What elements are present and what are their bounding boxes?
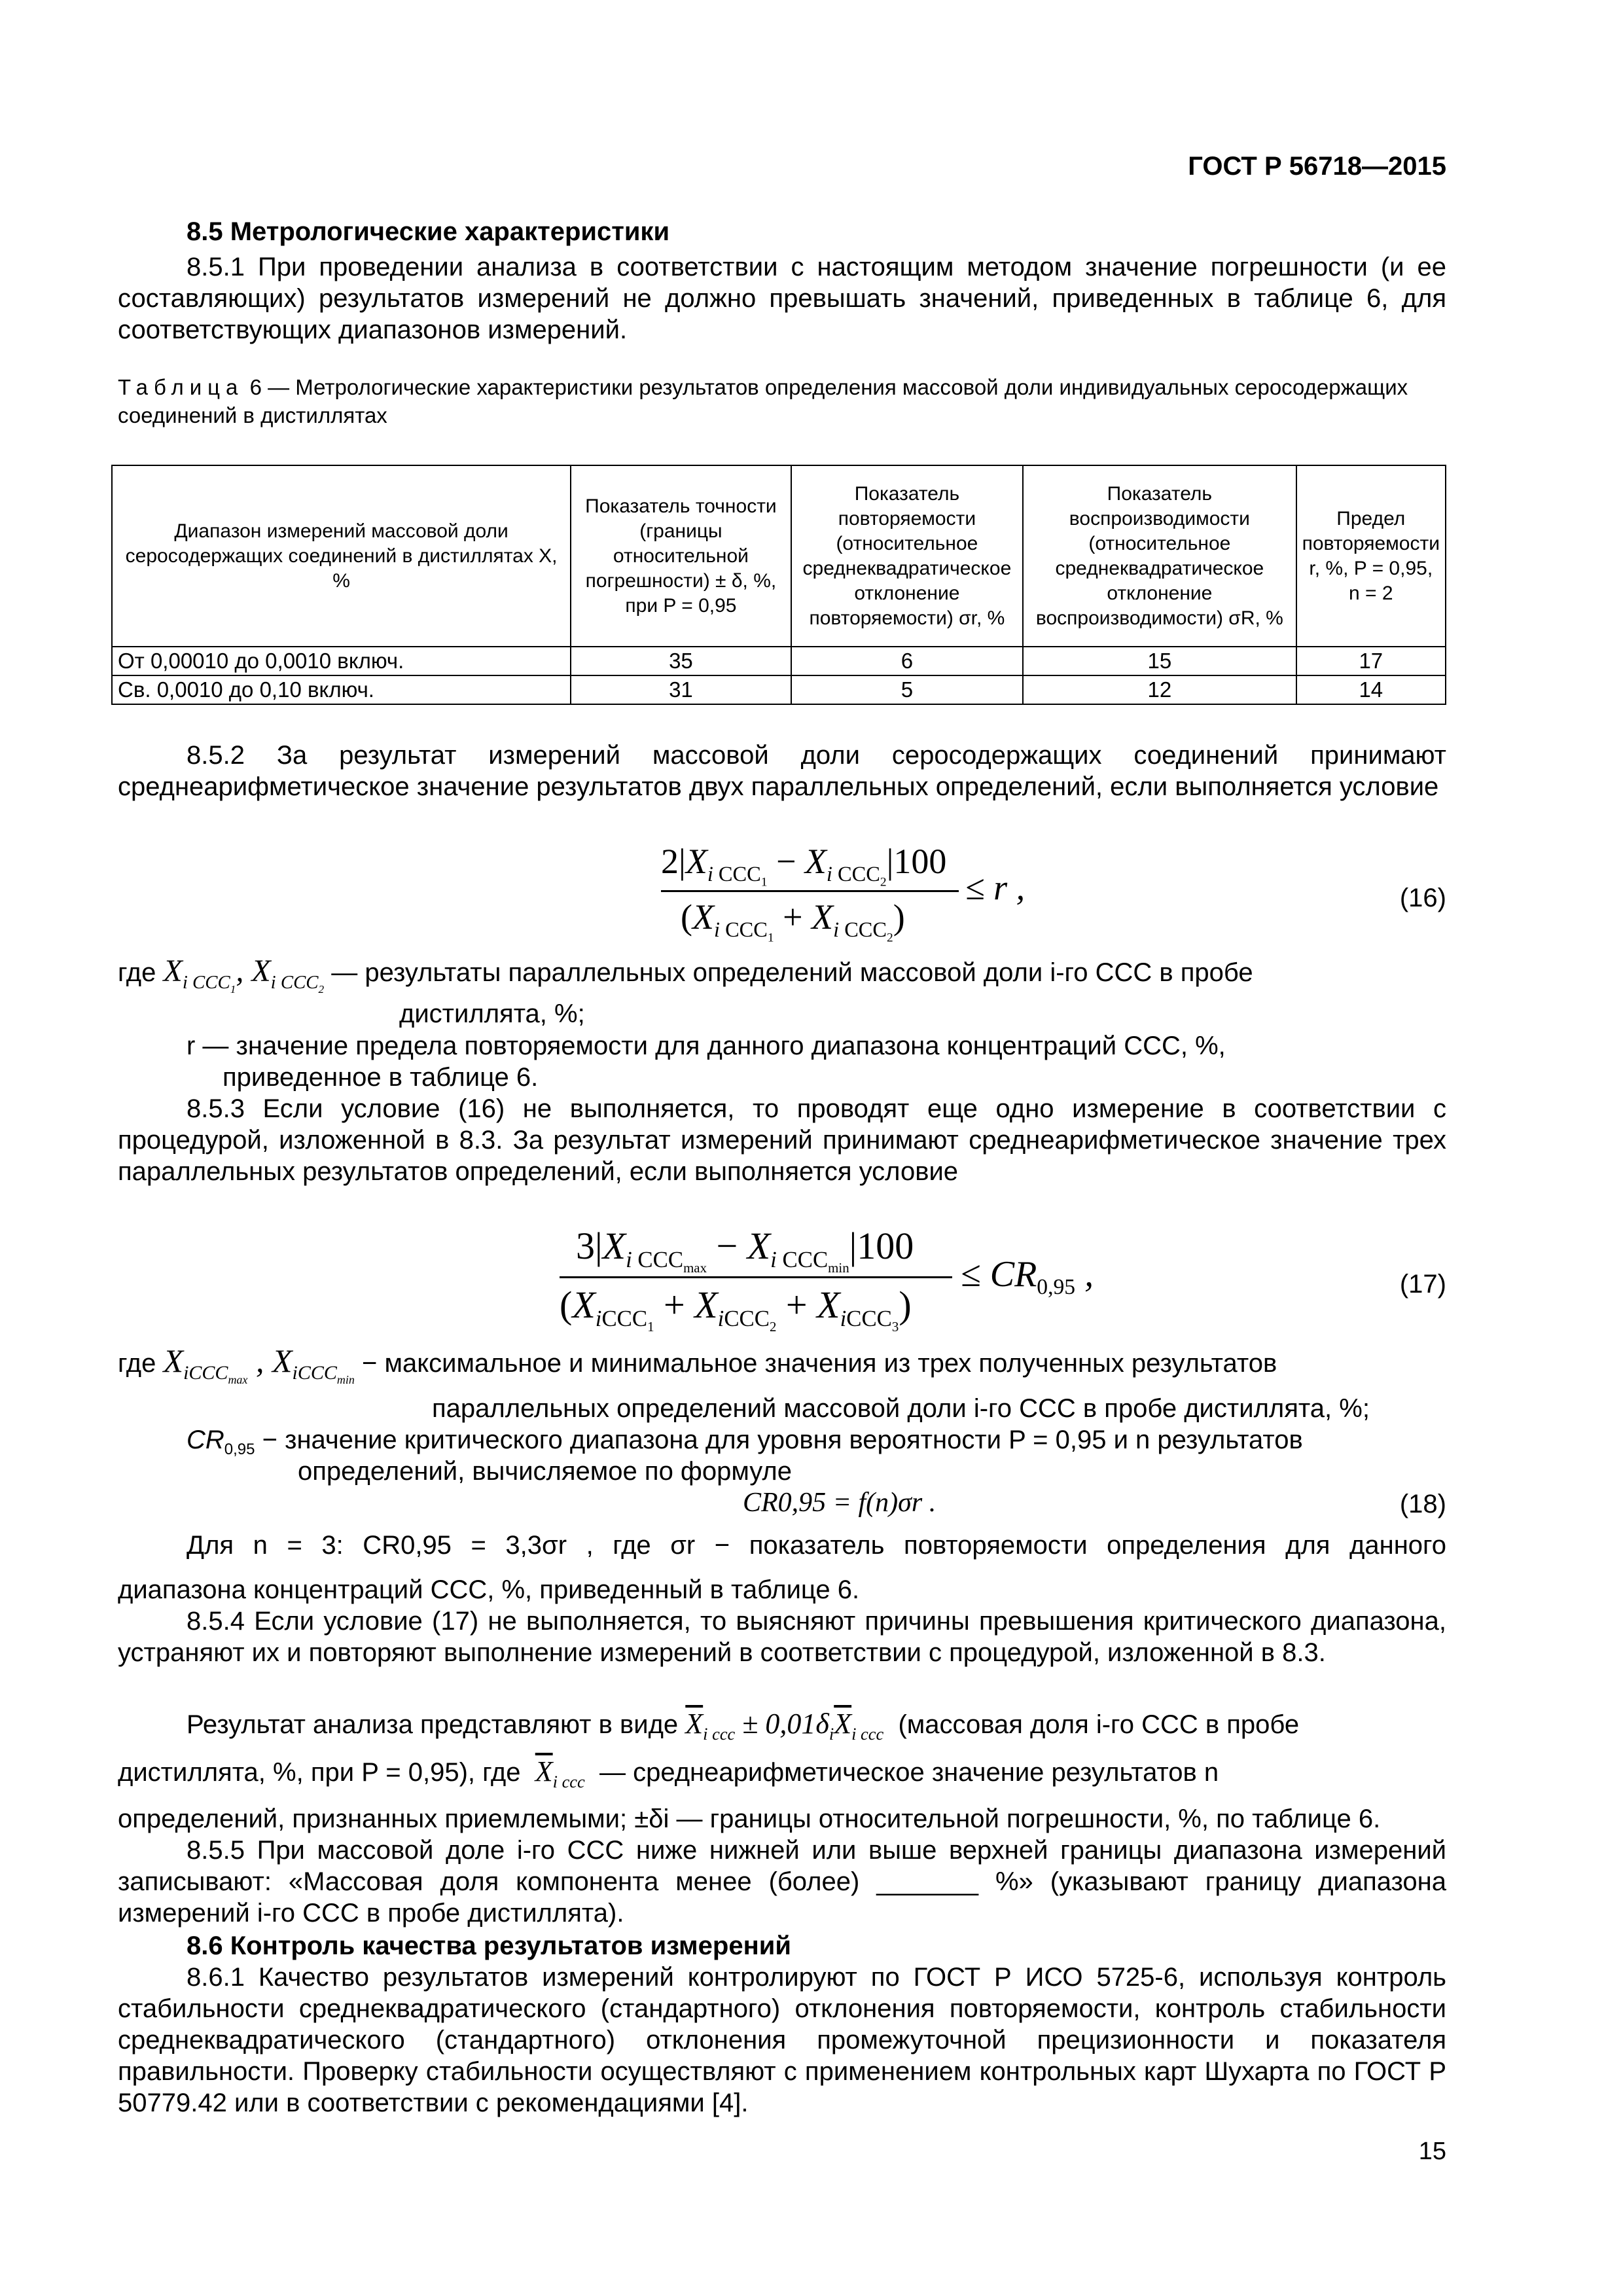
table-cell: 5: [791, 675, 1023, 704]
result-text: дистиллята, %, при P = 0,95), где: [118, 1758, 521, 1787]
result-line3: определений, признанных приемлемыми; ±δi — границы относительной погрешности, %, по таблице 6.: [118, 1804, 1381, 1833]
table-header-cell: Диапазон измерений массовой доли серосодержащих соединений в дистиллятах X, %: [112, 465, 571, 647]
fraction-bar: [560, 1276, 952, 1278]
where-symbols: $X_{i CCC_1}$, $X_{i CCC_2}$: [163, 954, 325, 996]
paragraph-8-6-1: 8.6.1 Качество результатов измерений контролируют по ГОСТ Р ИСО 5725-6, используя контроль стабильности среднеквадратического (стандартного) отклонения повторяемости, контроль стабильности среднеквадратического (стандартного) отклонения промежуточной прецизионности и показателя правильности. Проверку стабильности осуществляют с применением контрольных карт Шухарта по ГОСТ Р 50779.42 или в соответствии с рекомендациями [4].: [118, 1963, 1446, 2117]
cr-description: $CR_{0,95}$ − значение критического диапазона для уровня вероятности P = 0,95 и n результатов: [187, 1426, 1303, 1458]
formula-rhs-sub: 0,95: [1037, 1275, 1076, 1300]
where-description-cont: параллельных определений массовой доли i-го ССС в пробе дистиллята, %;: [432, 1394, 1370, 1423]
result-text: — среднеарифметическое значение результатов n: [599, 1758, 1219, 1787]
section-title-8-5: 8.5 Метрологические характеристики: [187, 217, 670, 246]
formula-rhs: ≤ CR: [961, 1254, 1037, 1295]
paragraph-n3-line2: диапазона концентраций ССС, %, приведенный в таблице 6.: [118, 1575, 860, 1604]
paragraph-8-5-5: 8.5.5 При массовой доле i-го ССС ниже нижней или выше верхней границы диапазона измерений записывают: «Массовая доля компонента менее (более) _______ %» (указывают границу диапазона измерений i-го ССС в пробе дистиллята).: [118, 1836, 1446, 1928]
table-cell: 17: [1296, 647, 1446, 675]
table-6: [111, 465, 1446, 705]
table-cell: 6: [791, 647, 1023, 675]
where-description: − максимальное и минимальное значения из трех полученных результатов: [361, 1349, 1277, 1378]
page-number: 15: [1418, 2138, 1446, 2165]
formula-18: CR0,95 = f(n)σr .: [743, 1488, 936, 1518]
formula-tail: 100: [857, 1225, 914, 1267]
table-cell: 31: [571, 675, 791, 704]
result-text: (массовая доля i-го ССС в пробе: [898, 1710, 1300, 1739]
where-word: где: [118, 958, 156, 987]
formula-coef: 2: [661, 842, 679, 881]
table-header-row: [112, 465, 1446, 647]
formula-17-number: (17): [1399, 1270, 1446, 1299]
where-description: — результаты параллельных определений массовой доли i-го ССС в пробе: [331, 958, 1253, 987]
paragraph-8-5-4: 8.5.4 Если условие (17) не выполняется, то выясняют причины превышения критического диапазона, устраняют их и повторяют выполнение измерений в соответствии с процедурой, изложенной в 8.3.: [118, 1607, 1446, 1667]
formula-16-numerator: $2|X_{i CCC_1} - X_{i CCC_2}|100$: [661, 842, 947, 889]
r-description-cont: приведенное в таблице 6.: [223, 1063, 539, 1092]
formula-coef: 3: [576, 1225, 595, 1267]
table-cell: 12: [1023, 675, 1296, 704]
where-description-cont: дистиллята, %;: [399, 999, 585, 1028]
document-standard-number: ГОСТ Р 56718—2015: [1188, 152, 1446, 181]
table-cell: 14: [1296, 675, 1446, 704]
table-caption-label: Таблица: [118, 375, 244, 399]
section-title-8-6: 8.6 Контроль качества результатов измерений: [187, 1931, 791, 1960]
where-symbols: $X_{iCCC_{max}}$ , $X_{iCCC_{min}}$: [163, 1342, 355, 1386]
paragraph-8-5-1: 8.5.1 При проведении анализа в соответствии с настоящим методом значение погрешности (и ее составляющих) результатов измерений не должно превышать значений, приведенных в таблице 6, для соответствующих диапазонов измерений.: [118, 253, 1446, 344]
where-word: где: [118, 1349, 156, 1378]
formula-16-denominator: $(X_{i CCC_1} + X_{i CCC_2})$: [681, 897, 905, 945]
result-line2: [118, 1756, 1219, 1797]
result-text: Результат анализа представляют в виде: [187, 1710, 679, 1739]
table-row: [112, 675, 1446, 704]
where-16: [118, 956, 1253, 1005]
table-cell: 35: [571, 647, 791, 675]
table-6-caption: [118, 373, 1446, 429]
where-17: [118, 1342, 1277, 1395]
result-formula: $\overline{X}_{i ccc} \pm 0,01\delta_i\overline{X}_{i ccc}$: [685, 1708, 884, 1744]
paragraph-8-5-2: 8.5.2 За результат измерений массовой доли серосодержащих соединений принимают среднеарифметическое значение результатов двух параллельных определений, если выполняется условие: [118, 741, 1446, 801]
r-description: r — значение предела повторяемости для данного диапазона концентраций ССС, %,: [187, 1031, 1226, 1060]
formula-16-rhs: ≤ r ,: [965, 868, 1026, 907]
formula-16-number: (16): [1399, 884, 1446, 912]
result-line1: [187, 1708, 1299, 1749]
fraction-bar: [661, 890, 959, 892]
table-header-cell: Показатель воспроизводимости (относительное среднеквадратическое отклонение воспроизводимости) σR, %: [1023, 465, 1296, 647]
cr-description-text: − значение критического диапазона для уровня вероятности P = 0,95 и n результатов: [262, 1426, 1303, 1454]
paragraph-8-5-3: 8.5.3 Если условие (16) не выполняется, то проводят еще одно измерение в соответствии с процедурой, изложенной в 8.3. За результат измерений принимают среднеарифметическое значение трех параллельных результатов определений, если выполняется условие: [118, 1094, 1446, 1186]
formula-18-number: (18): [1399, 1490, 1446, 1518]
table-cell: Св. 0,0010 до 0,10 включ.: [112, 675, 571, 704]
table-header-cell: Предел повторяемости r, %, P = 0,95, n = 2: [1296, 465, 1446, 647]
table-cell: От 0,00010 до 0,0010 включ.: [112, 647, 571, 675]
formula-tail: 100: [893, 842, 947, 881]
paragraph-n3-line1: Для n = 3: CR0,95 = 3,3σr , где σr − показатель повторяемости определения для данного: [187, 1531, 1446, 1560]
table-cell: 15: [1023, 647, 1296, 675]
formula-17-rhs: ≤ $CR_{0,95}$ ,: [961, 1254, 1094, 1300]
formula-17-numerator: $3|X_{i CCC_{max}} - X_{i CCC_{min}}|100$: [576, 1225, 914, 1276]
table-caption-text: 6 — Метрологические характеристики результатов определения массовой доли индивидуальных серосодержащих соединений в дистиллятах: [118, 375, 1408, 427]
table-row: [112, 647, 1446, 675]
result-mean-symbol: $\overline{X}_{i ccc}$: [535, 1755, 585, 1791]
cr-description-cont: определений, вычисляемое по формуле: [298, 1457, 792, 1486]
formula-17-denominator: $(X_{iCCC_1} + X_{iCCC_2} + X_{iCCC_3})$: [560, 1283, 912, 1335]
table-header-cell: Показатель повторяемости (относительное среднеквадратическое отклонение повторяемости) σr, %: [791, 465, 1023, 647]
table-header-cell: Показатель точности (границы относительной погрешности) ± δ, %, при P = 0,95: [571, 465, 791, 647]
